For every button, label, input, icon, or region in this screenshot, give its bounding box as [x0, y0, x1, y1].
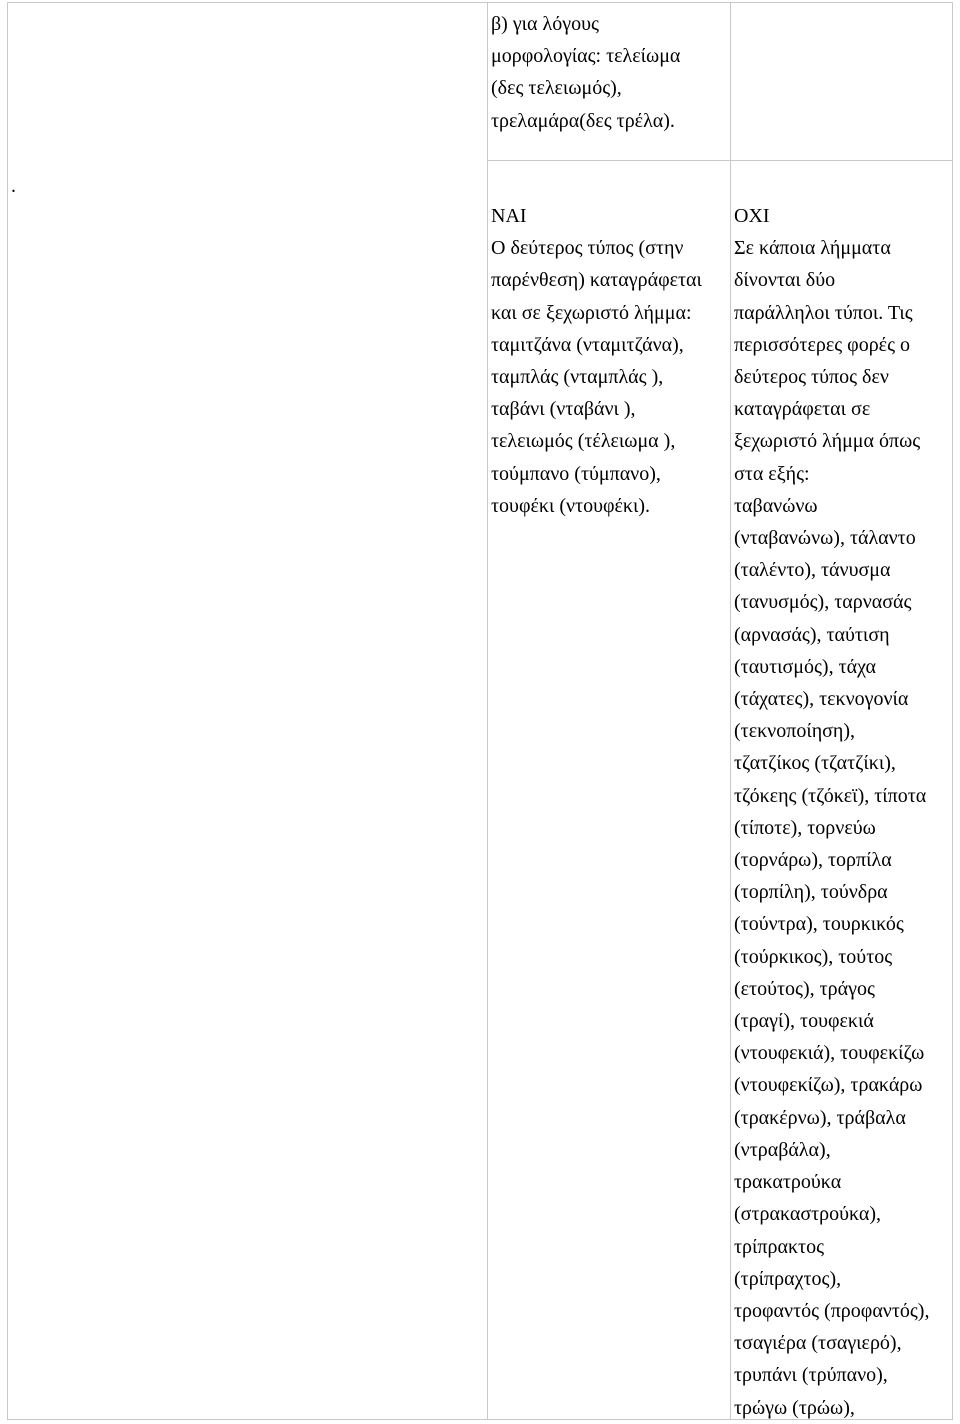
separator-dot: .: [11, 175, 16, 197]
row2-middle-cell: ΝΑΙ Ο δεύτερος τύπος (στην παρένθεση) καταγράφεται και σε ξεχωριστό λήμμα: ταμιτζάνα (νταμιτζάνα), ταμπλάς (νταμπλάς ), ταβάνι (νταβάνι ), τελειωμός (τέλειωμα ), τούμπανο (τύμπανο), τουφέκι (ντουφέκι).: [491, 205, 702, 517]
row-divider: [487, 160, 953, 161]
table-border-top: [7, 2, 953, 3]
row1-middle-cell: β) για λόγους μορφολογίας: τελείωμα (δες τελειωμός), τρελαμάρα(δες τρέλα).: [491, 13, 681, 132]
row2-right-cell: ΟΧΙ Σε κάποια λήμματα δίνονται δύο παράλληλοι τύποι. Τις περισσότερες φορές ο δεύτερος τύπος δεν καταγράφεται σε ξεχωριστό λήμμα όπως στα εξής: ταβανώνω (νταβανώνω), τάλαντο (ταλέντο), τάνυσμα (τανυσμός), ταρνασάς (αρνασάς), ταύτιση (ταυτισμός), τάχα (τάχατες), τεκνογονία (τεκνοποίηση), τζατζίκος (τζατζίκι), τζόκεης (τζόκεϊ), τίποτα (τίποτε), τορνεύω (τορνάρω), τορπίλα (τορπίλη), τούνδρα (τούντρα), τουρκικός (τούρκικος), τούτος (ετούτος), τράγος (τραγί), τουφεκιά (ντουφεκιά), τουφεκίζω (ντουφεκίζω), τρακάρω (τρακέρνω), τράβαλα (ντραβάλα), τρακατρούκα (στρακαστρούκα), τρίπρακτος (τρίπραχτος), τροφαντός (προφαντός), τσαγιέρα (τσαγιερό), τρυπάνι (τρύπανο), τρώγω (τρώω),: [734, 205, 930, 1419]
column-divider-1: [487, 2, 488, 1420]
column-divider-2: [730, 2, 731, 1420]
table-border-left: [7, 2, 8, 1420]
